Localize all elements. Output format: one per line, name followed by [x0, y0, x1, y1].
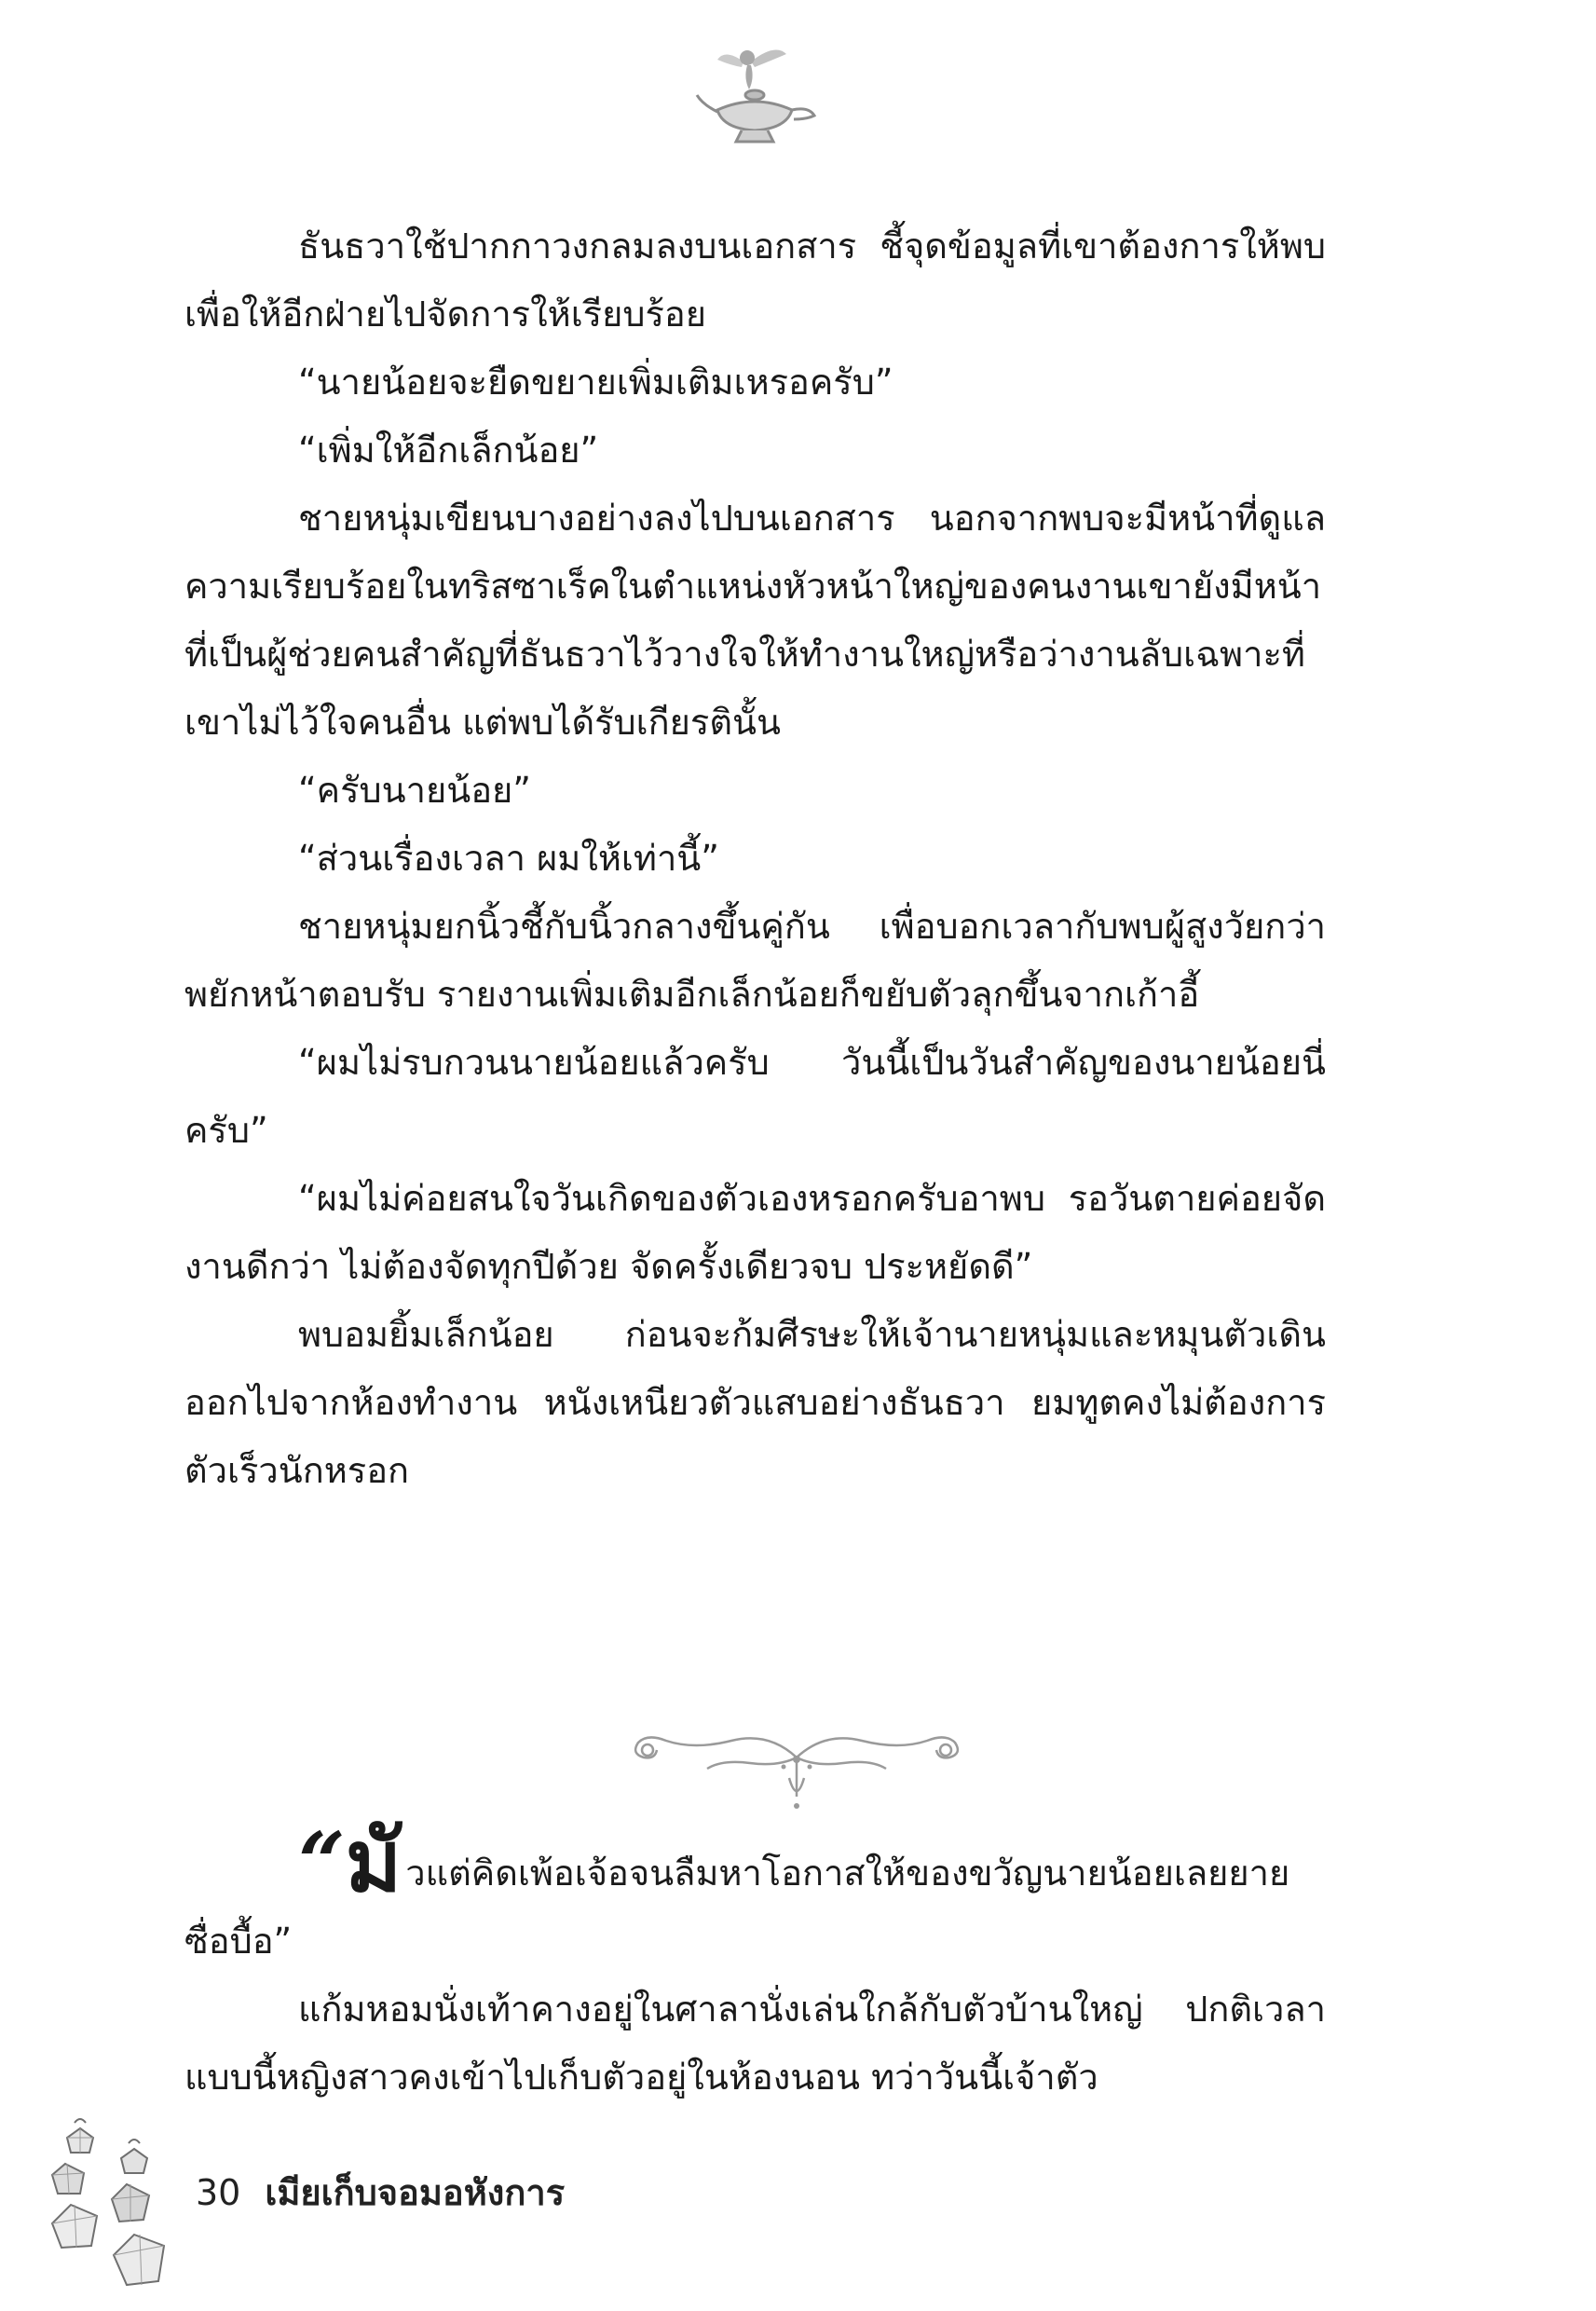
dialogue-line: “นายน้อยจะยืดขยายเพิ่มเติมเหรอครับ”	[298, 362, 893, 403]
book-title: เมียเก็บจอมอหังการ	[265, 2172, 566, 2213]
diamond-earrings-icon	[37, 2115, 177, 2311]
page-footer	[196, 2164, 565, 2221]
dialogue-line: “ครับนายน้อย”	[298, 770, 531, 811]
paragraph: ชายหนุ่มเขียนบางอย่างลงไปบนเอกสาร นอกจากพบจะมีหน้าที่ดูแลความเรียบร้อยในทริสซาเร็คในตำแหน่งหัวหน้าใหญ่ของคนงานเขายังมีหน้าที่เป็นผู้ช่วยคนสำคัญที่ธันธวาไว้วางใจให้ทำงานใหญ่หรือว่างานลับเฉพาะที่เขาไม่ไว้ใจคนอื่น แต่พบได้รับเกียรตินั้น	[184, 498, 1326, 743]
paragraph: แก้มหอมนั่งเท้าคางอยู่ในศาลานั่งเล่นใกล้กับตัวบ้านใหญ่ ปกติเวลาแบบนี้หญิงสาวคงเข้าไปเก็บตัวอยู่ในห้องนอน ทว่าวันนี้เจ้าตัว	[184, 1989, 1326, 2098]
paragraph-text: วแต่คิดเพ้อเจ้อจนลืมหาโอกาสให้ของขวัญนายน้อยเลยยายซื่อบื้อ”	[184, 1853, 1290, 1962]
paragraph: พบอมยิ้มเล็กน้อย ก่อนจะก้มศีรษะให้เจ้านายหนุ่มและหมุนตัวเดินออกไปจากห้องทำงาน หนังเหนียวตัวแสบอย่างธันธวา ยมทูตคงไม่ต้องการตัวเร็วนักหรอก	[184, 1314, 1326, 1491]
body-text-block-2	[184, 1812, 1326, 2112]
dialogue-line: “ส่วนเรื่องเวลา ผมให้เท่านี้”	[298, 838, 719, 879]
paragraph: “ผมไม่ค่อยสนใจวันเกิดของตัวเองหรอกครับอาพบ รอวันตายค่อยจัดงานดีกว่า ไม่ต้องจัดทุกปีด้วย จัดครั้งเดียวจบ ประหยัดดี”	[184, 1178, 1326, 1287]
paragraph: “ผมไม่รบกวนนายน้อยแล้วครับ วันนี้เป็นวันสำคัญของนายน้อยนี่ครับ”	[184, 1042, 1326, 1151]
paragraph: ชายหนุ่มยกนิ้วชี้กับนิ้วกลางขึ้นคู่กัน เพื่อบอกเวลากับพบผู้สูงวัยกว่าพยักหน้าตอบรับ รายงานเพิ่มเติมอีกเล็กน้อยก็ขยับตัวลุกขึ้นจากเก้าอี้	[184, 906, 1326, 1015]
body-text-block-1	[184, 212, 1326, 1505]
scroll-divider-icon	[610, 1713, 983, 1820]
paragraph: ธันธวาใช้ปากกาวงกลมลงบนเอกสาร ชี้จุดข้อมูลที่เขาต้องการให้พบ เพื่อให้อีกฝ่ายไปจัดการให้เรียบร้อย	[184, 226, 1326, 335]
paragraph-with-dropcap	[184, 1812, 1326, 1976]
dialogue-line: “เพิ่มให้อีกเล็กน้อย”	[298, 430, 599, 471]
dropcap-letter: มั	[345, 1812, 402, 1911]
dropcap-quote: “	[298, 1813, 346, 1910]
genie-lamp-icon	[689, 37, 820, 149]
page-number: 30	[196, 2172, 241, 2213]
